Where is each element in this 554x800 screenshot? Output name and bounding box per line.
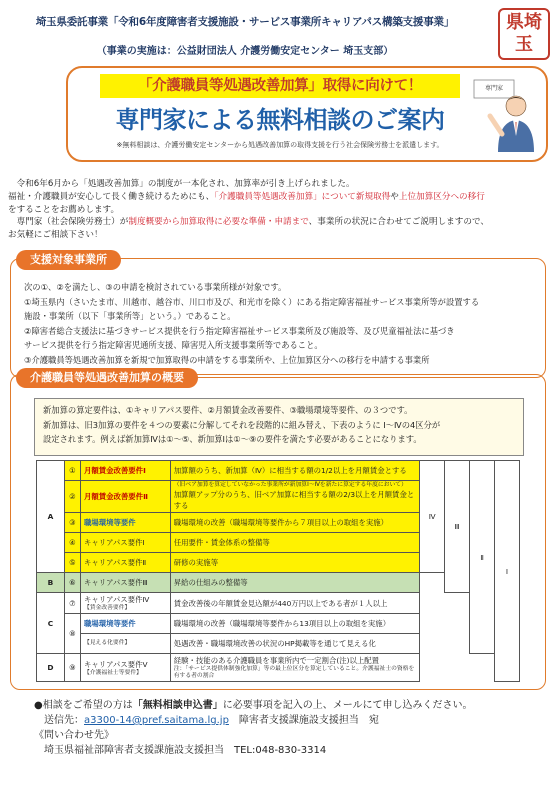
overview-tag: 介護職員等処遇改善加算の概要 bbox=[16, 368, 198, 388]
table-row: ⑤ キャリアパス要件Ⅱ 研修の実施等 bbox=[37, 553, 520, 573]
table-row: ④ キャリアパス要件Ⅰ 任用要件・賃金体系の整備等 bbox=[37, 533, 520, 553]
target-line: ②障害者総合支援法に基づきサービス提供を行う指定障害福祉サービス事業所及び施設等、及び児童福祉法に基づき bbox=[24, 325, 455, 336]
overview-summary: 新加算の算定要件は、①キャリアパス要件、②月額賃金改善要件、③職場環境等要件、の３つです。 新加算は、旧3加算の要件を４つの要素に分解してそれを段階的に組み替え、下表のように Ⅰ～Ⅳの4区分が 設定されます。例えば新加算Ⅳは①～⑤、新加算Ⅰは①～⑨の要件を満たす必要があることになります。 bbox=[34, 398, 524, 456]
level-i: Ⅰ bbox=[495, 461, 520, 682]
table-row: D ⑨ キャリアパス要件Ⅴ 【介護福祉士等要件】 経験・技能のある介護職員を事業所内で一定割合(注)以上配置 注：「サービス提供体制強化加算」等の最上位区分を算定していること。介護福祉士の資格を有する者の割合 bbox=[37, 654, 520, 682]
hero-title: 専門家による無料相談のご案内 bbox=[115, 106, 445, 134]
table-row: C ⑦ キャリアパス要件Ⅳ 【賃金改善要件】 賃金改善後の年額賃金見込額が440万円以上である者が１人以上 bbox=[37, 593, 520, 614]
table-row: ② 月額賃金改善要件Ⅱ （旧ベア加算を算定していなかった事業所が新加算Ⅰ～Ⅳを新たに算定する年度において） 加算額アップ分のうち、旧ベア加算に相当する額の2/3以上を月額賃金とする bbox=[37, 481, 520, 513]
consultant-illustration-icon bbox=[472, 78, 544, 152]
header-line-2: （事業の実施は：公益財団法人 介護労働安定センター 埼玉支部） bbox=[96, 46, 394, 57]
level-iii: Ⅲ bbox=[445, 461, 470, 593]
header-line-1: 埼玉県委託事業「令和6年度障害者支援施設・サービス事業所キャリアパス構築支援事業」 bbox=[35, 16, 455, 28]
hero-note: ※無料相談は、介護労働安定センターから処遇改善加算の取得支援を行う社会保険労務士を派遣します。 bbox=[116, 141, 444, 149]
target-tag: 支援対象事業所 bbox=[16, 250, 121, 270]
requirements-table bbox=[36, 460, 520, 682]
footer-contact: ●相談をご希望の方は「無料相談申込書」に必要事項を記入の上、メールにて申し込みください。 送信先：a3300-14@pref.saitama.lg.jp 障害者支援課施設支援担当 宛 《問い合わせ先》 埼玉県福祉部障害者支援課施設支援担当 TEL:048-830-3314 bbox=[34, 700, 473, 756]
saitama-seal-logo: 県埼 玉 bbox=[498, 8, 550, 60]
table-row: B ⑥ キャリアパス要件Ⅲ 昇給の仕組みの整備等 bbox=[37, 573, 520, 593]
table-row: ⑧ 職場環境等要件 職場環境の改善（職場環境等要件から13項目以上の取組を実施） bbox=[37, 614, 520, 634]
consultant-badge: 専門家 bbox=[484, 85, 504, 92]
target-line: 次の①、②を満たし、③の申請を検討されている事業所様が対象です。 bbox=[24, 282, 287, 292]
table-row: A ① 月額賃金改善要件Ⅰ 加算額のうち、新加算（Ⅳ）に相当する額の1/2以上を月額賃金とする Ⅳ Ⅲ Ⅱ Ⅰ bbox=[37, 461, 520, 481]
email-link[interactable]: a3300-14@pref.saitama.lg.jp bbox=[84, 715, 229, 726]
hero-subtitle: 「介護職員等処遇改善加算」取得に向けて！ bbox=[100, 74, 460, 98]
table-row: ③ 職場環境等要件 職場環境の改善（職場環境等要件から７項目以上の取組を実施） bbox=[37, 513, 520, 533]
level-ii: Ⅱ bbox=[470, 461, 495, 654]
target-line: サービス提供を行う指定障害児通所支援、障害児入所支援事業所等であること。 bbox=[24, 340, 323, 350]
table-row: 【見える化要件】 処遇改善・職場環境改善の状況のHP掲載等を通じて見える化 bbox=[37, 634, 520, 654]
level-iv: Ⅳ bbox=[420, 461, 445, 573]
target-line: ③介護職員等処遇改善加算を新規で加算取得の申請をする事業所や、上位加算区分への移行を申請する事業所 bbox=[24, 354, 430, 365]
target-list bbox=[24, 280, 540, 367]
intro-text: 令和6年6月から「処遇改善加算」の制度が一本化され、加算率が引き上げられました。 福祉・介護職員が安心して長く働き続けるためにも、「介護職員等処遇改善加算」について新規取得や上位加算区分への移行 をすることをお薦めします。 専門家（社会保険労務士）が制度概要から加算取得に必要な準備・申請まで、事業所の状況に合わせてご説明しますので、 お気軽にご相談下さい！ bbox=[8, 179, 489, 241]
target-line: 施設・事業所（以下「事業所等」という。）であること。 bbox=[24, 311, 236, 321]
target-line: ①埼玉県内（さいたま市、川越市、越谷市、川口市及び、和光市を除く）にある指定障害福祉サービス事業所等が設置する bbox=[24, 296, 480, 307]
